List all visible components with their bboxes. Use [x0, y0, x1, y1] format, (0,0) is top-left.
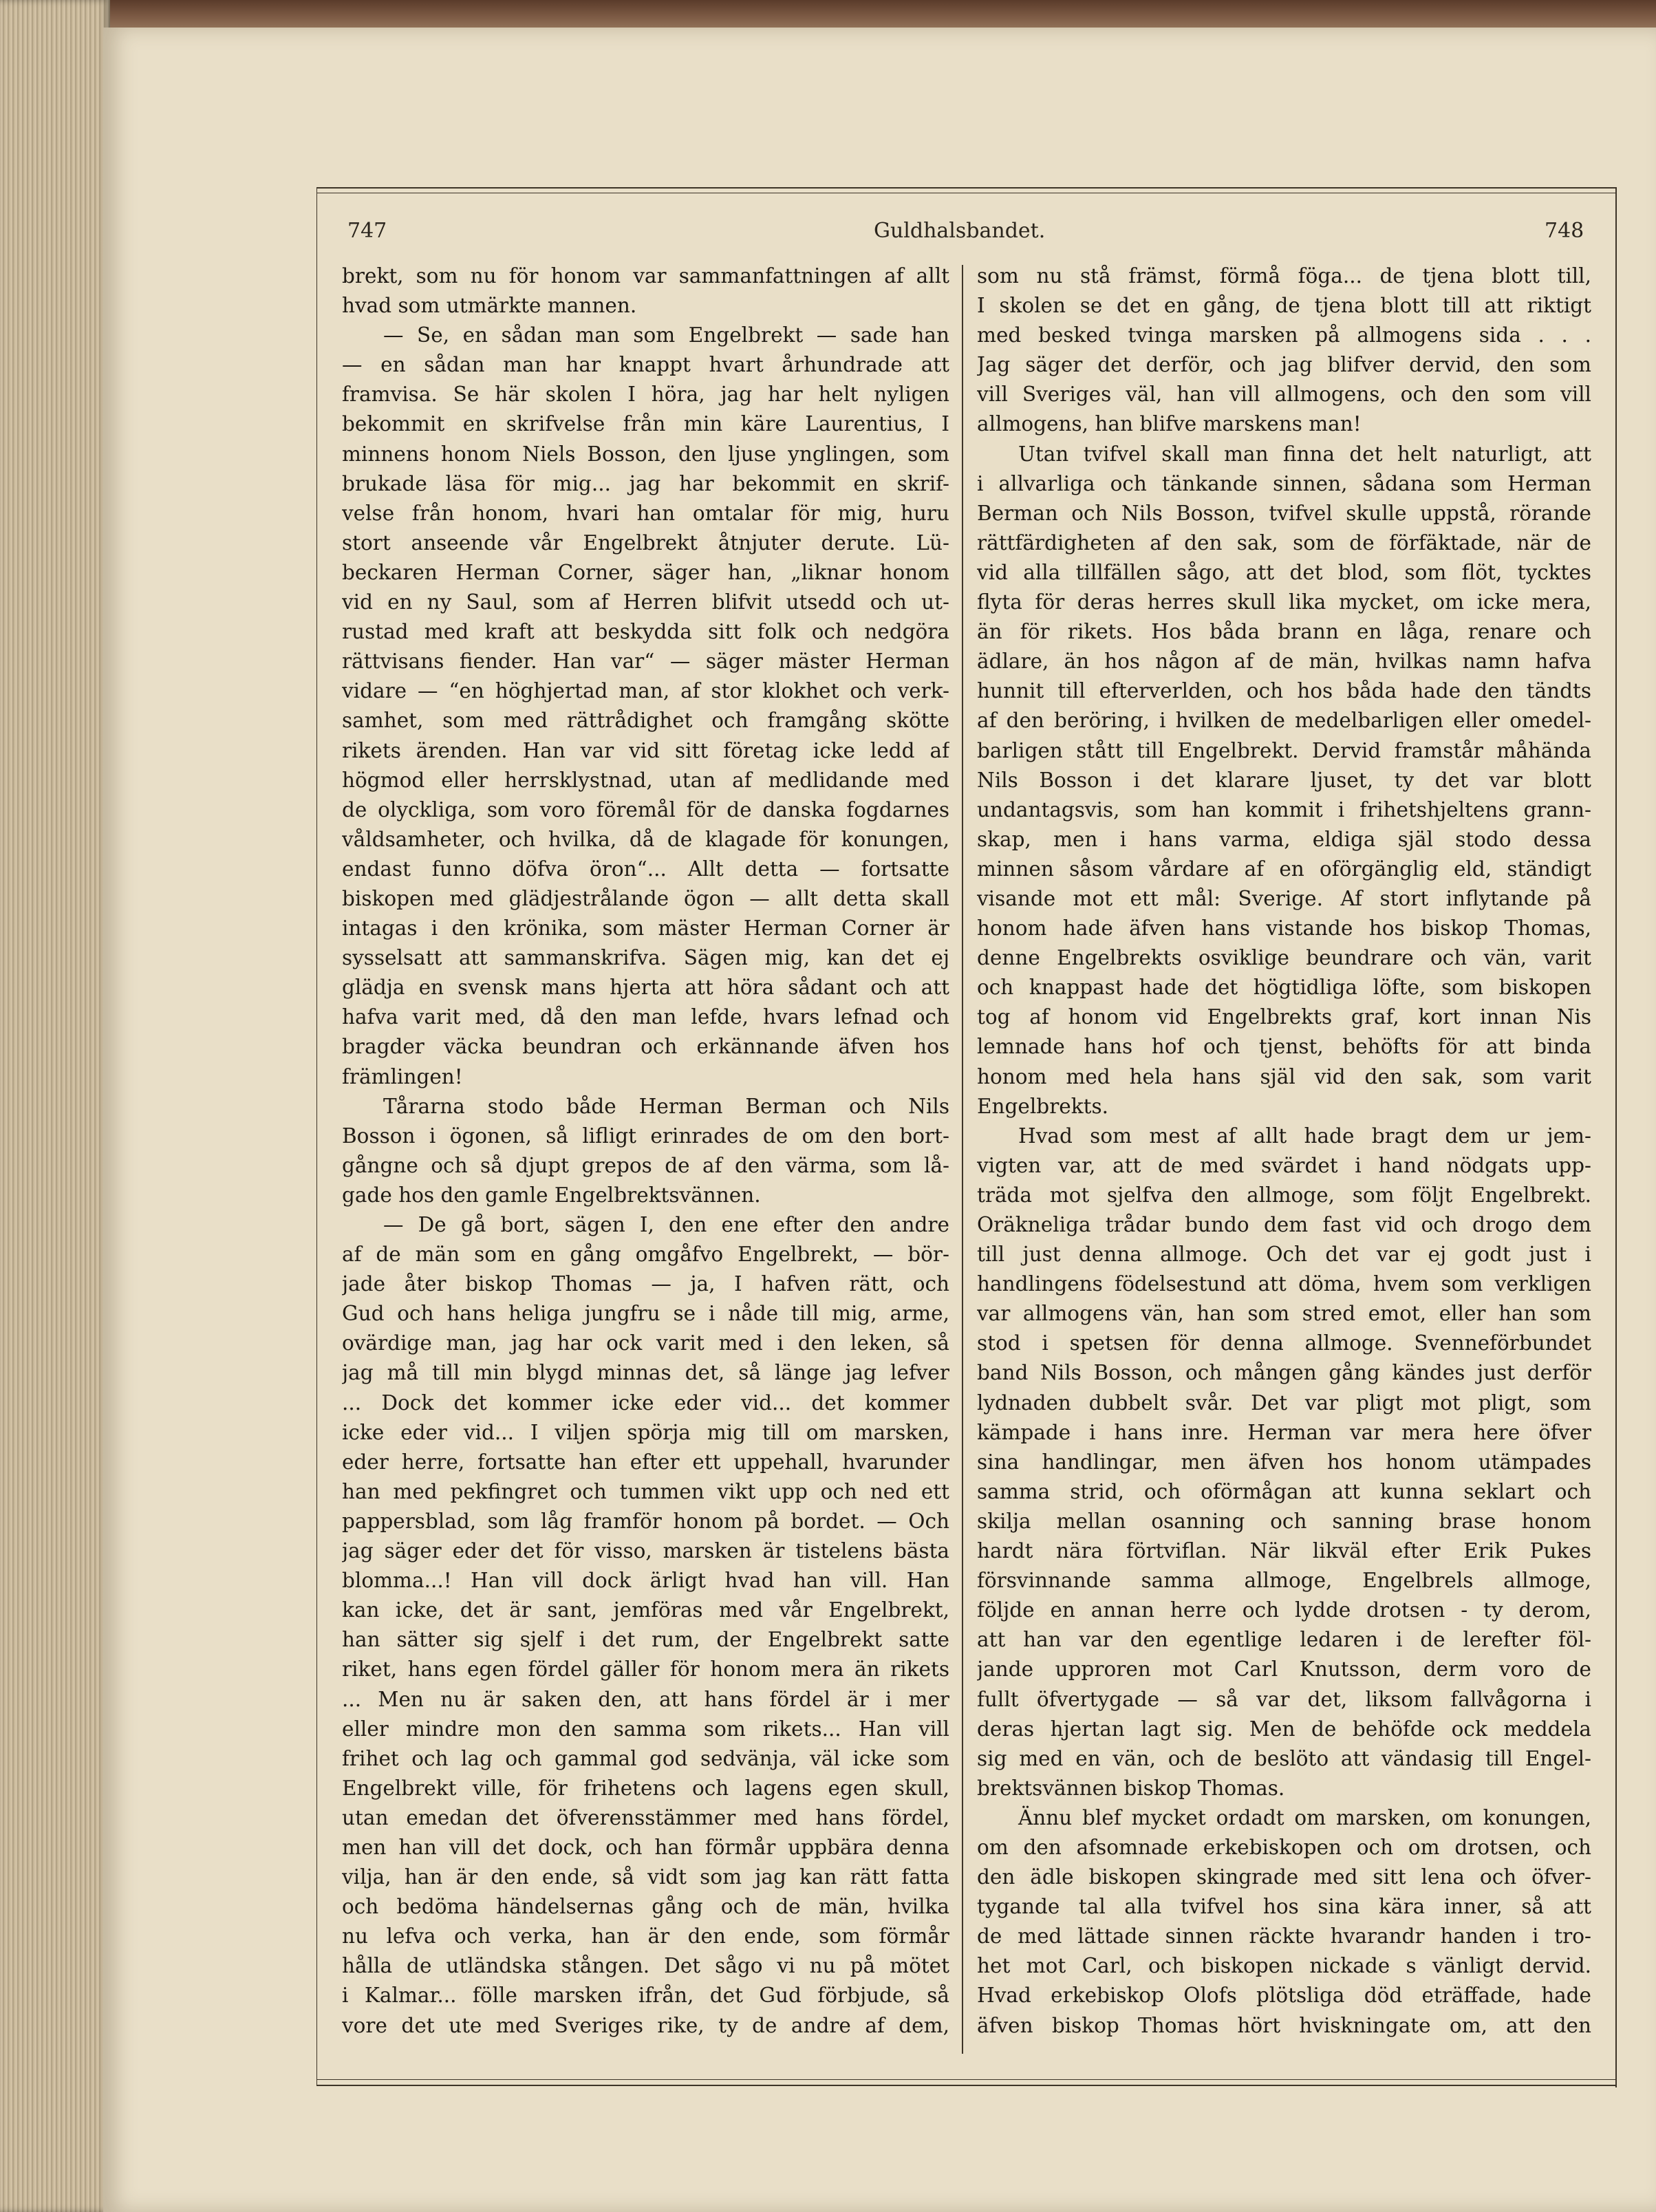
text-line: icke eder vid... I viljen spörja mig till om marsken,: [342, 1420, 949, 1444]
text-line: följde en annan herre och lydde drotsen - ty derom,: [977, 1598, 1591, 1622]
text-line: rustad med kraft att beskydda sitt folk och nedgöra: [342, 620, 949, 644]
text-line: I skolen se det en gång, de tjena blott till att riktigt: [977, 294, 1591, 318]
text-line: het mot Carl, och biskopen nickade s vänligt dervid.: [977, 1954, 1591, 1978]
text-line: de olyckliga, som voro föremål för de danska fogdarnes: [342, 797, 949, 822]
text-line: af de män som en gång omgåfvo Engelbrekt, — bör-: [342, 1243, 949, 1267]
text-line: som nu stå främst, förmå föga... de tjena blott till,: [977, 264, 1591, 288]
text-line: pappersblad, som låg framför honom på bordet. — Och: [342, 1509, 949, 1533]
text-line: jag må till min blygd minnas det, så länge jag lefver: [342, 1361, 949, 1385]
text-line: velse från honom, hvari han omtalar för mig, huru: [342, 501, 949, 525]
text-line: kan icke, det är sant, jemföras med vår Engelbrekt,: [342, 1598, 949, 1622]
text-line: vidare — “en höghjertad man, af stor klokhet och verk-: [342, 679, 949, 703]
text-line: Oräkneliga trådar bundo dem fast vid och drogo dem: [977, 1213, 1591, 1236]
text-line: i allvarliga och tänkande sinnen, sådana som Herman: [977, 471, 1591, 495]
text-line: främlingen!: [342, 1064, 463, 1088]
text-line: barligen stått till Engelbrekt. Dervid framstår måhända: [977, 738, 1591, 762]
text-line: visande mot ett mål: Sverige. Af stort inflytande på: [977, 886, 1591, 910]
text-line: honom med hela hans själ vid den sak, som varit: [977, 1064, 1591, 1088]
text-line: hunnit till efterverlden, och hos båda hade den tändts: [977, 679, 1591, 703]
text-line: i Kalmar... fölle marsken ifrån, det Gud förbjude, så: [342, 1984, 949, 2008]
text-line: träda mot sjelfva den allmoge, som följt Engelbrekt.: [977, 1183, 1591, 1207]
page-number-right: 748: [1545, 219, 1584, 243]
text-line: jag säger eder det för visso, marsken är tistelens bästa: [342, 1539, 949, 1563]
text-line: Bosson i ögonen, så lifligt erinrades de om den bort-: [342, 1124, 949, 1148]
text-line: glädja en svensk mans hjerta att höra sådant och att: [342, 976, 949, 1000]
text-line: än för rikets. Hos båda brann en låga, renare och: [977, 620, 1591, 644]
text-line: tygande tal alla tvifvel hos sina kära inner, så att: [977, 1895, 1591, 1919]
text-line: beckaren Herman Corner, säger han, „liknar honom: [342, 560, 949, 584]
text-line: lydnaden dubbelt svår. Det var pligt mot pligt, som: [977, 1390, 1591, 1415]
text-line: rikets ärenden. Han var vid sitt företag icke ledd af: [342, 738, 949, 762]
text-line: vill Sveriges väl, han vill allmogens, och den som vill: [977, 383, 1591, 407]
text-line: Gud och hans heliga jungfru se i nåde till mig, arme,: [342, 1302, 949, 1326]
text-line: biskopen med glädjestrålande ögon — allt detta skall: [342, 886, 949, 910]
text-line: de med lättade sinnen räckte hvarandr handen i tro-: [977, 1924, 1591, 1948]
text-line: med besked tvinga marsken på allmogens sida . . .: [977, 323, 1591, 347]
text-line: Berman och Nils Bosson, tvifvel skulle uppstå, rörande: [977, 501, 1591, 525]
text-line: sig med en vän, och de beslöto att vändasig till Engel-: [977, 1746, 1591, 1770]
text-line: ... Men nu är saken den, att hans fördel är i mer: [342, 1687, 949, 1711]
text-line: hålla de utländska stången. Det sågo vi nu på mötet: [342, 1954, 949, 1978]
text-line: skap, men i hans varma, eldiga själ stodo dessa: [977, 827, 1591, 851]
text-line: framvisa. Se här skolen I höra, jag har helt nyligen: [342, 383, 949, 407]
text-line: om den afsomnade erkebiskopen och om drotsen, och: [977, 1835, 1591, 1859]
text-column-left: [342, 261, 949, 2041]
text-line: rättfärdigheten af den sak, som de förfäktade, när de: [977, 530, 1591, 555]
text-line: högmod eller herrsklystnad, utan af medlidande med: [342, 768, 949, 792]
text-line: Utan tvifvel skall man finna det helt naturligt, att: [1018, 442, 1591, 466]
text-line: — Se, en sådan man som Engelbrekt — sade han: [383, 323, 949, 347]
text-line: han med pekfingret och tummen vikt upp och ned ett: [342, 1479, 949, 1503]
text-line: Hvad erkebiskop Olofs plötsliga död eträffade, hade: [977, 1984, 1591, 2008]
text-line: Nils Bosson i det klarare ljuset, ty det var blott: [977, 768, 1591, 792]
text-line: af den beröring, i hvilken de medelbarligen eller omedel-: [977, 709, 1591, 733]
text-line: han sätter sig sjelf i det rum, der Engelbrekt satte: [342, 1628, 949, 1652]
text-line: vid en ny Saul, som af Herren blifvit utsedd och ut-: [342, 590, 949, 614]
text-line: gade hos den gamle Engelbrektsvännen.: [342, 1183, 761, 1207]
text-line: sina handlingar, men äfven hos honom utämpades: [977, 1450, 1591, 1474]
text-line: ovärdige man, jag har ock varit med i den leken, så: [342, 1331, 949, 1355]
text-line: brektsvännen biskop Thomas.: [977, 1776, 1285, 1800]
text-line: Ännu blef mycket ordadt om marsken, om konungen,: [1018, 1805, 1591, 1829]
text-line: ädlare, än hos någon af de män, hvilkas namn hafva: [977, 649, 1591, 674]
text-line: eder herre, fortsatte han efter ett uppehall, hvarunder: [342, 1450, 949, 1474]
text-line: våldsamheter, och hvilka, då de klagade för konungen,: [342, 827, 949, 851]
text-line: var allmogens vän, han som stred emot, eller han som: [977, 1302, 1591, 1326]
text-line: Tårarna stodo både Herman Berman och Nils: [383, 1094, 949, 1118]
text-line: vore det ute med Sveriges rike, ty de andre af dem,: [342, 2013, 949, 2037]
text-line: endast funno döfva öron“... Allt detta — fortsatte: [342, 857, 949, 881]
frame-rule-bottom-inner: [316, 2079, 1617, 2080]
text-line: flyta för deras herres skull lika mycket, om icke mera,: [977, 590, 1591, 614]
frame-rule-bottom: [316, 2085, 1617, 2086]
text-line: Hvad som mest af allt hade bragt dem ur jem-: [1018, 1124, 1591, 1148]
text-line: minnens honom Niels Bosson, den ljuse ynglingen, som: [342, 442, 949, 466]
text-line: — De gå bort, sägen I, den ene efter den andre: [383, 1213, 949, 1236]
book-page-stack: [0, 0, 110, 2212]
running-title: Guldhalsbandet.: [874, 219, 1046, 243]
text-line: att han var den egentlige ledaren i de lerefter föl-: [977, 1628, 1591, 1652]
text-line: minnen såsom vårdare af en oförgänglig eld, ständigt: [977, 857, 1591, 881]
text-line: jande upproren mot Carl Knutsson, derm voro de: [977, 1657, 1591, 1682]
text-line: samma strid, och oförmågan att kunna seklart och: [977, 1479, 1591, 1503]
text-line: band Nils Bosson, och mången gång kändes just derför: [977, 1361, 1591, 1385]
text-line: äfven biskop Thomas hört hviskningate om, att den: [977, 2013, 1591, 2037]
text-line: intagas i den krönika, som mäster Herman Corner är: [342, 916, 949, 941]
text-line: bekommit en skrifvelse från min käre Laurentius, I: [342, 412, 949, 436]
text-line: — en sådan man har knappt hvart århundrade att: [342, 353, 949, 377]
text-line: bragder väcka beundran och erkännande äfven hos: [342, 1035, 949, 1059]
page-number-left: 747: [347, 219, 387, 243]
text-line: samhet, som med rättrådighet och framgång skötte: [342, 709, 949, 733]
text-line: fullt öfvertygade — så var det, liksom fallvågorna i: [977, 1687, 1591, 1711]
text-line: hardt nära förtviflan. När likväl efter Erik Pukes: [977, 1539, 1591, 1563]
text-line: kämpade i hans inre. Herman var mera here öfver: [977, 1420, 1591, 1444]
text-line: hvad som utmärkte mannen.: [342, 294, 637, 318]
text-line: men han vill det dock, och han förmår uppbära denna: [342, 1835, 949, 1859]
text-line: handlingens födelsestund att döma, hvem som verkligen: [977, 1272, 1591, 1296]
text-line: tog af honom vid Engelbrekts graf, kort innan Nis: [977, 1005, 1591, 1029]
text-line: honom hade äfven hans vistande hos biskop Thomas,: [977, 916, 1591, 941]
text-line: brekt, som nu för honom var sammanfattningen af allt: [342, 264, 949, 288]
frame-rule-right: [1615, 187, 1617, 2087]
text-line: hafva varit med, då den man lefde, hvars lefnad och: [342, 1005, 949, 1029]
text-line: den ädle biskopen skingrade med sitt lena och öfver-: [977, 1865, 1591, 1889]
text-line: allmogens, han blifve marskens man!: [977, 412, 1362, 436]
text-line: och bedöma händelsernas gång och de män, hvilka: [342, 1895, 949, 1919]
text-line: eller mindre mon den samma som rikets... Han vill: [342, 1717, 949, 1741]
frame-rule-top: [316, 187, 1617, 189]
text-line: brukade läsa för mig... jag har bekommit en skrif-: [342, 471, 949, 495]
text-line: rättvisans fiender. Han var“ — säger mäster Herman: [342, 649, 949, 674]
text-column-right: [977, 261, 1591, 2041]
text-line: frihet och lag och gammal god sedvänja, väl icke som: [342, 1746, 949, 1770]
frame-rule-left: [316, 187, 317, 2086]
text-line: försvinnande samma allmoge, Engelbrels allmoge,: [977, 1569, 1591, 1593]
text-line: och knappast hade det högtidliga löfte, som biskopen: [977, 976, 1591, 1000]
text-line: lemnade hans hof och tjenst, behöfts för att binda: [977, 1035, 1591, 1059]
text-line: stort anseende vår Engelbrekt åtnjuter derute. Lü-: [342, 530, 949, 555]
column-divider: [962, 265, 963, 2054]
text-line: nu lefva och verka, han är den ende, som förmår: [342, 1924, 949, 1948]
text-line: riket, hans egen fördel gäller för honom mera än rikets: [342, 1657, 949, 1682]
text-line: vid alla tillfällen sågo, att det blod, som flöt, tycktes: [977, 560, 1591, 584]
text-line: vigten var, att de med svärdet i hand nödgats upp-: [977, 1153, 1591, 1177]
text-line: skilja mellan osanning och sanning brase honom: [977, 1509, 1591, 1533]
text-line: gångne och så djupt grepos de af den värma, som lå-: [342, 1153, 949, 1177]
text-line: Jag säger det derför, och jag blifver dervid, den som: [977, 353, 1591, 377]
text-line: Engelbrekts.: [977, 1094, 1109, 1118]
text-line: jade åter biskop Thomas — ja, I hafven rätt, och: [342, 1272, 949, 1296]
text-line: ... Dock det kommer icke eder vid... det kommer: [342, 1390, 949, 1415]
text-line: utan emedan det öfverensstämmer med hans fördel,: [342, 1805, 949, 1829]
text-line: till just denna allmoge. Och det var ej godt just i: [977, 1243, 1591, 1267]
text-line: sysselsatt att sammanskrifva. Sägen mig, kan det ej: [342, 946, 949, 970]
text-line: blomma...! Han vill dock ärligt hvad han vill. Han: [342, 1569, 949, 1593]
text-line: Engelbrekt ville, för frihetens och lagens egen skull,: [342, 1776, 949, 1800]
text-line: vilja, han är den ende, så vidt som jag kan rätt fatta: [342, 1865, 949, 1889]
text-line: stod i spetsen för denna allmoge. Svenneförbundet: [977, 1331, 1591, 1355]
text-line: deras hjertan lagt sig. Men de behöfde ock meddela: [977, 1717, 1591, 1741]
text-line: undantagsvis, som han kommit i frihetshjeltens grann-: [977, 797, 1591, 822]
text-line: denne Engelbrekts osviklige beundrare och vän, varit: [977, 946, 1591, 970]
